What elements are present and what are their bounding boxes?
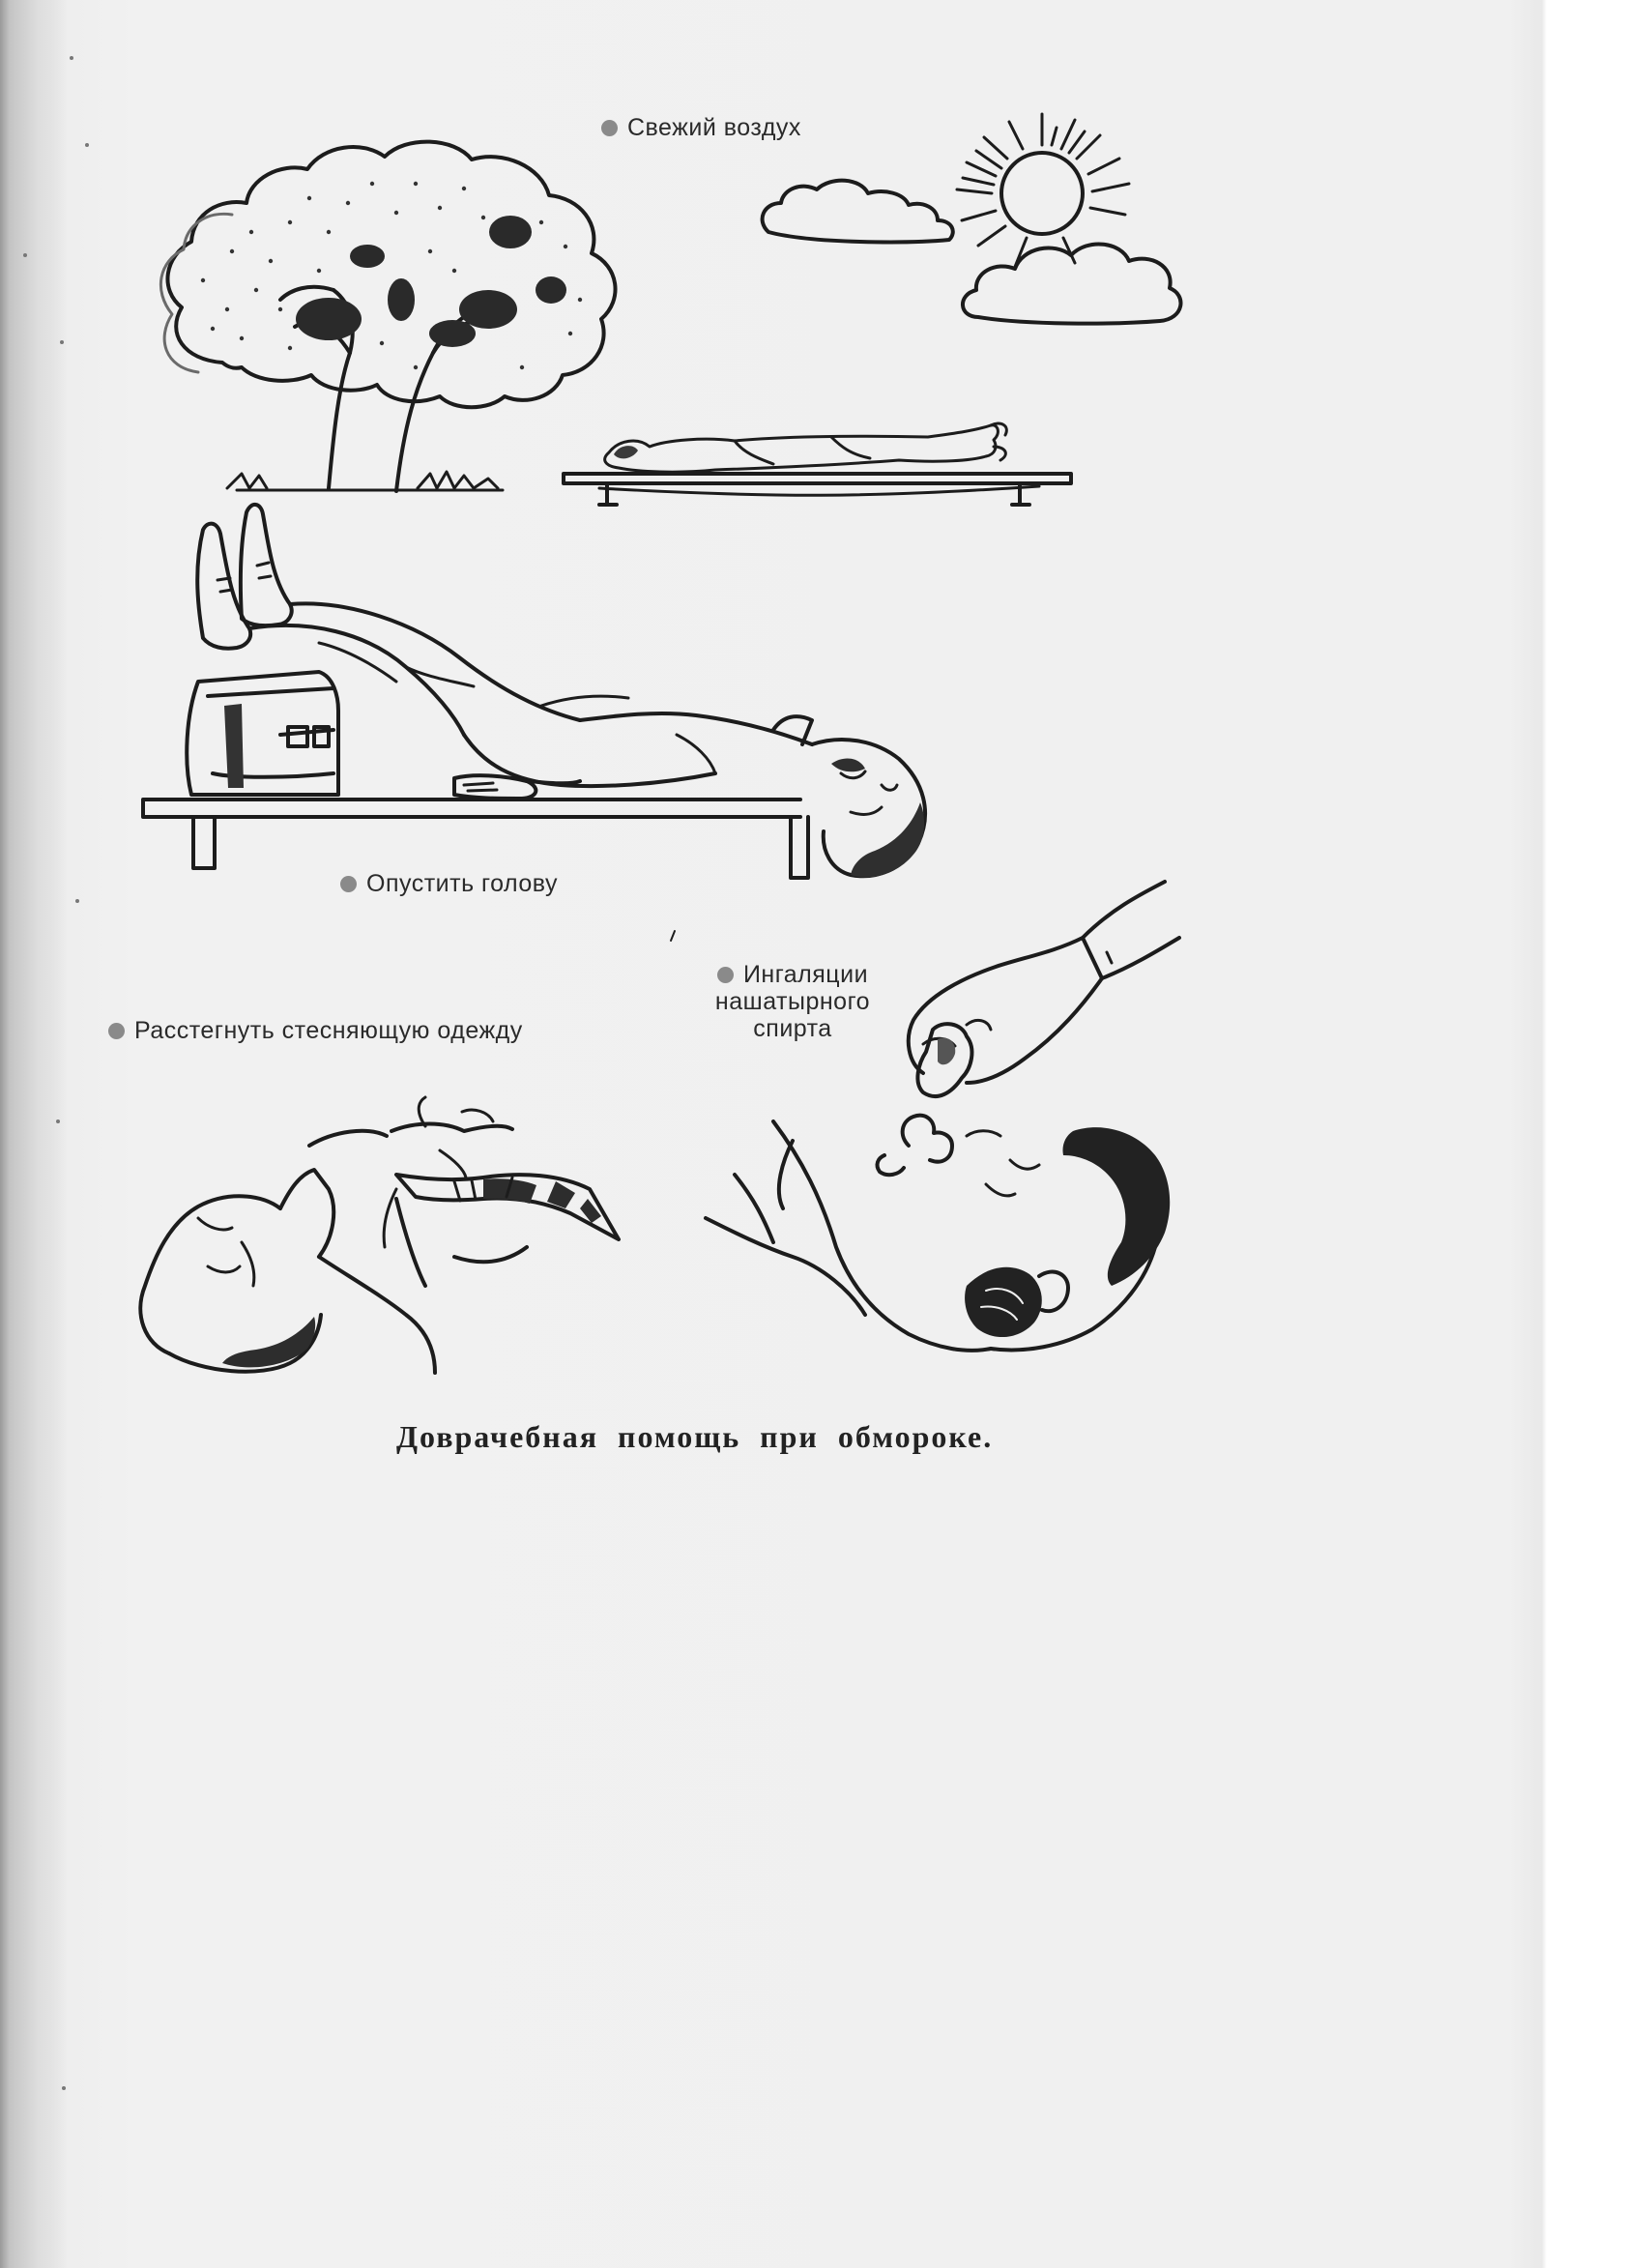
bullet-icon <box>340 876 357 892</box>
label-unfasten-clothes <box>108 1017 523 1045</box>
bullet-icon <box>717 967 734 983</box>
label-inhalation-line2: нашатырного <box>714 988 871 1015</box>
figure-caption: Доврачебная помощь при обмороке. <box>396 1419 994 1454</box>
label-inhalation <box>681 961 904 1042</box>
tree-drawing <box>160 142 615 491</box>
stretcher-drawing <box>564 423 1071 505</box>
inhalation-hand-drawing <box>706 882 1179 1351</box>
label-lower-head <box>340 870 558 898</box>
label-inhalation-line3: спирта <box>753 1015 832 1042</box>
label-lower-head-text: Опустить голову <box>366 870 558 897</box>
label-fresh-air-text: Свежий воздух <box>627 114 801 141</box>
sun-and-clouds-drawing <box>763 114 1181 324</box>
label-inhalation-line1: Ингаляции <box>742 961 869 988</box>
label-unfasten-clothes-text: Расстегнуть стесняющую одежду <box>134 1017 523 1044</box>
label-fresh-air <box>601 114 801 142</box>
bullet-icon <box>601 120 618 136</box>
person-legs-raised-drawing <box>143 505 925 878</box>
person-loosened-tie-drawing <box>140 1097 619 1373</box>
bullet-icon <box>108 1023 125 1039</box>
